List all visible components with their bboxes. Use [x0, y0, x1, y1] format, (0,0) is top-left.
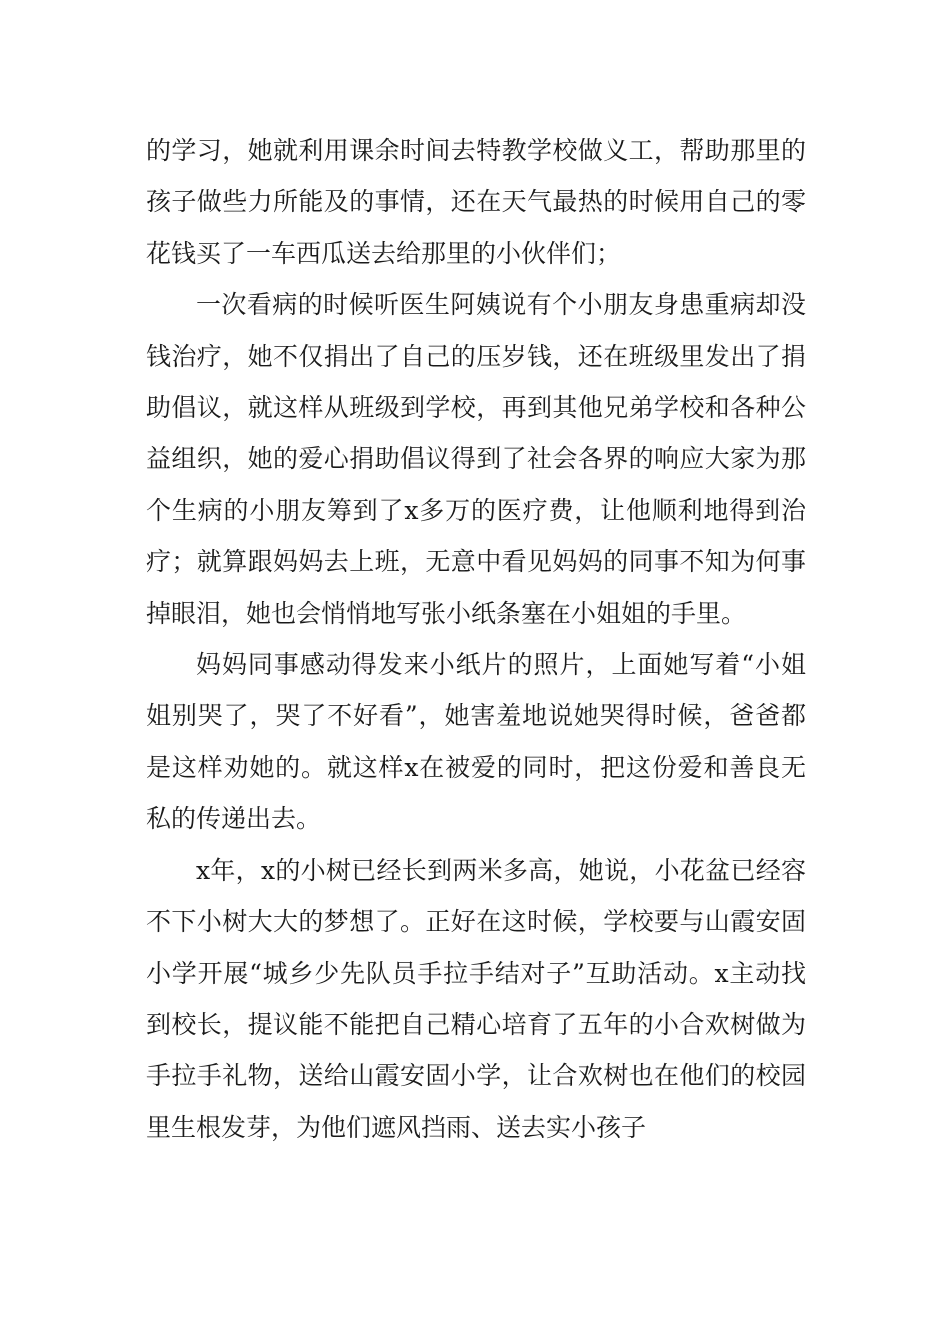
body-text	[146, 125, 806, 1153]
paragraph-tree: x年，x的小树已经长到两米多高，她说，小花盆已经容不下小树大大的梦想了。正好在这时候，学校要与山霞安固小学开展“城乡少先队员手拉手结对子”互助活动。x主动找到校长，提议能不能把自己精心培育了五年的小合欢树做为手拉手礼物，送给山霞安固小学，让合欢树也在他们的校园里生根发芽，为他们遮风挡雨、送去实小孩子	[146, 855, 806, 1142]
paragraph-continuation: 的学习，她就利用课余时间去特教学校做义工，帮助那里的孩子做些力所能及的事情，还在天气最热的时候用自己的零花钱买了一车西瓜送去给那里的小伙伴们；	[146, 136, 806, 268]
paragraph-note: 妈妈同事感动得发来小纸片的照片，上面她写着“小姐姐别哭了，哭了不好看”，她害羞地说她哭得时候，爸爸都是这样劝她的。就这样x在被爱的同时，把这份爱和善良无私的传递出去。	[146, 650, 806, 834]
paragraph-donation: 一次看病的时候听医生阿姨说有个小朋友身患重病却没钱治疗，她不仅捐出了自己的压岁钱，还在班级里发出了捐助倡议，就这样从班级到学校，再到其他兄弟学校和各种公益组织，她的爱心捐助倡议得到了社会各界的响应大家为那个生病的小朋友筹到了x多万的医疗费，让他顺利地得到治疗；就算跟妈妈去上班，无意中看见妈妈的同事不知为何事掉眼泪，她也会悄悄地写张小纸条塞在小姐姐的手里。	[146, 290, 806, 628]
